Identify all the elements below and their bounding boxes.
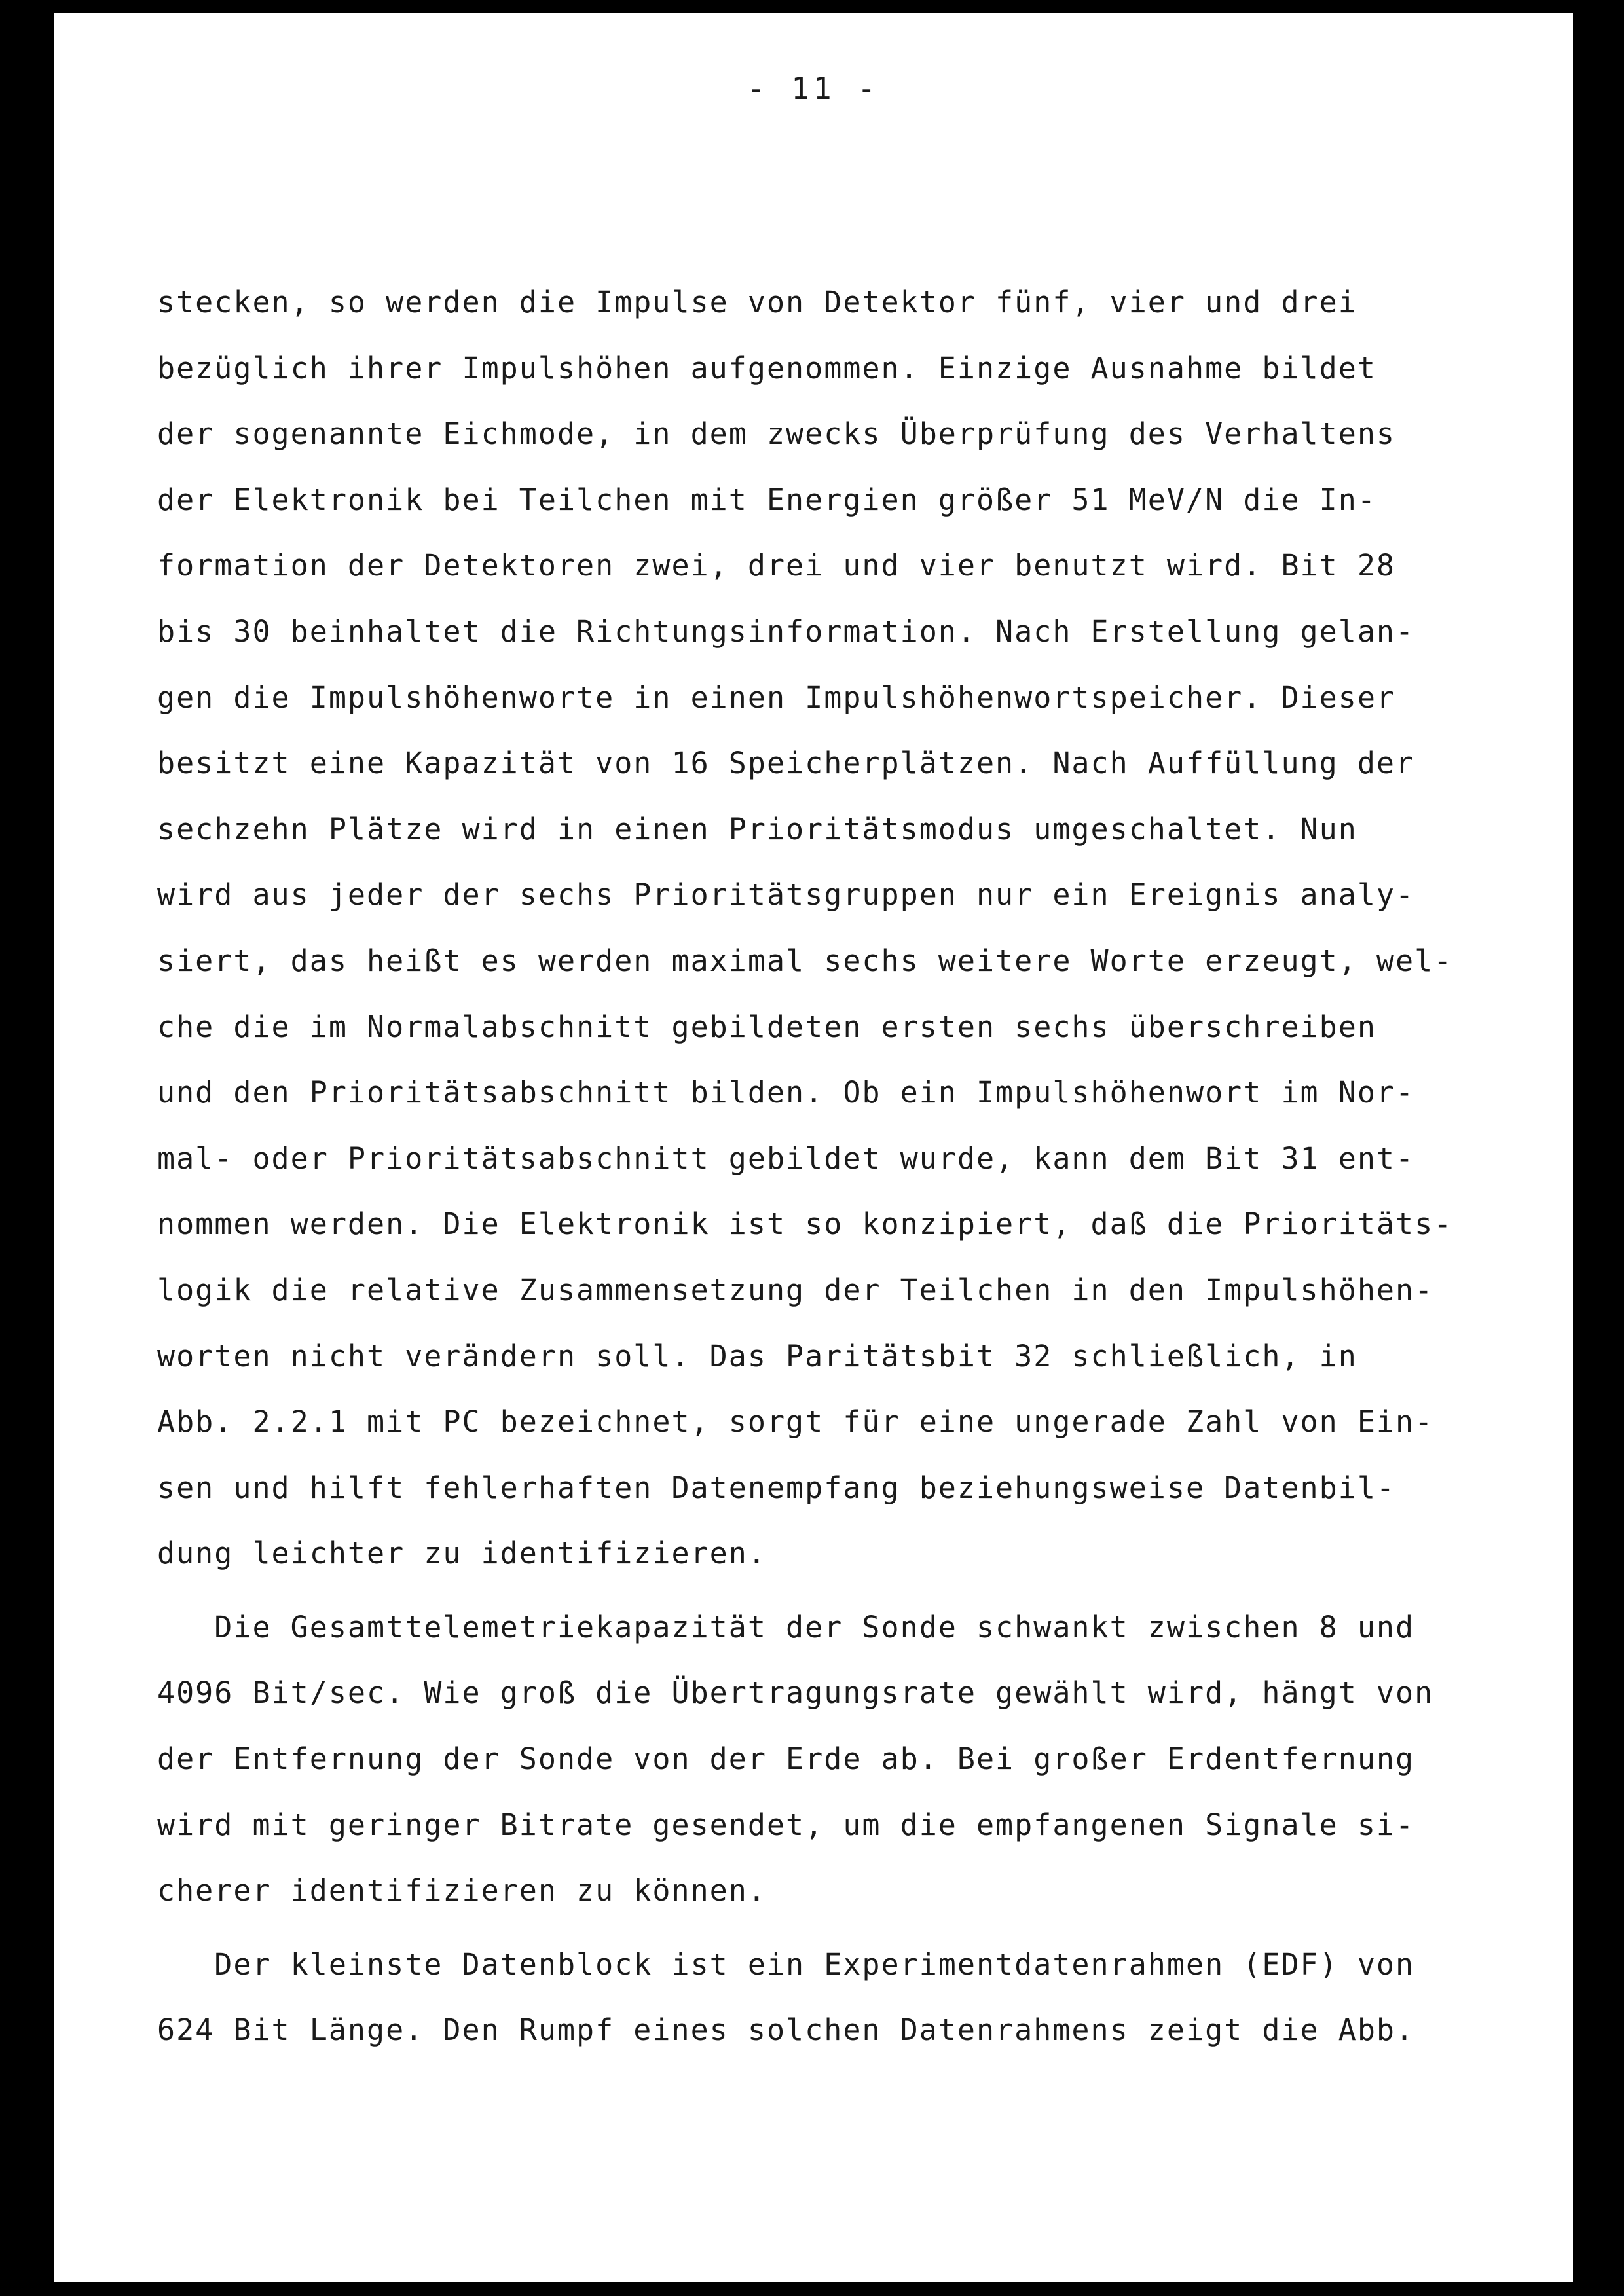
paragraph-spacing xyxy=(157,1587,1565,1595)
text-line: Der kleinste Datenblock ist ein Experimentdatenrahmen (EDF) von xyxy=(157,1946,1415,1982)
text-line: mal- oder Prioritätsabschnitt gebildet wurde, kann dem Bit 31 ent- xyxy=(157,1140,1415,1176)
paragraph-3 xyxy=(157,1932,1565,2064)
text-line: dung leichter zu identifizieren. xyxy=(157,1536,767,1571)
paragraph-spacing xyxy=(157,1924,1565,1932)
text-line: der Entfernung der Sonde von der Erde ab. Bei großer Erdentfernung xyxy=(157,1741,1415,1777)
text-line: wird mit geringer Bitrate gesendet, um die empfangenen Signale si- xyxy=(157,1807,1415,1842)
text-line: formation der Detektoren zwei, drei und vier benutzt wird. Bit 28 xyxy=(157,548,1395,583)
text-line: besitzt eine Kapazität von 16 Speicherplätzen. Nach Auffüllung der xyxy=(157,746,1415,781)
text-line: und den Prioritätsabschnitt bilden. Ob ein Impulshöhenwort im Nor- xyxy=(157,1075,1415,1110)
text-line: der sogenannte Eichmode, in dem zwecks Überprüfung des Verhaltens xyxy=(157,416,1395,452)
text-line: bezüglich ihrer Impulshöhen aufgenommen. Einzige Ausnahme bildet xyxy=(157,350,1376,386)
text-line: 624 Bit Länge. Den Rumpf eines solchen Datenrahmens zeigt die Abb. xyxy=(157,2013,1415,2048)
document-page xyxy=(54,13,1573,2282)
text-line: che die im Normalabschnitt gebildeten ersten sechs überschreiben xyxy=(157,1009,1376,1044)
text-line: sen und hilft fehlerhaften Datenempfang beziehungsweise Datenbil- xyxy=(157,1470,1395,1505)
text-line: der Elektronik bei Teilchen mit Energien größer 51 MeV/N die In- xyxy=(157,482,1376,517)
text-line: siert, das heißt es werden maximal sechs weitere Worte erzeugt, wel- xyxy=(157,943,1453,978)
text-line: 4096 Bit/sec. Wie groß die Übertragungsrate gewählt wird, hängt von xyxy=(157,1675,1434,1711)
text-line: Die Gesamttelemetriekapazität der Sonde schwankt zwischen 8 und xyxy=(157,1609,1415,1645)
text-line: worten nicht verändern soll. Das Paritätsbit 32 schließlich, in xyxy=(157,1338,1357,1374)
paragraph-2 xyxy=(157,1595,1565,1924)
page-number: - 11 - xyxy=(747,71,880,106)
text-line: cherer identifizieren zu können. xyxy=(157,1873,767,1908)
text-line: bis 30 beinhaltet die Richtungsinformation. Nach Erstellung gelan- xyxy=(157,613,1415,649)
text-line: gen die Impulshöhenworte in einen Impulshöhenwortspeicher. Dieser xyxy=(157,680,1395,715)
text-line: stecken, so werden die Impulse von Detektor fünf, vier und drei xyxy=(157,285,1357,319)
text-line: wird aus jeder der sechs Prioritätsgruppen nur ein Ereignis analy- xyxy=(157,877,1415,913)
paragraph-1 xyxy=(157,270,1565,1587)
text-line: logik die relative Zusammensetzung der Teilchen in den Impulshöhen- xyxy=(157,1272,1434,1307)
text-line: Abb. 2.2.1 mit PC bezeichnet, sorgt für eine ungerade Zahl von Ein- xyxy=(157,1404,1434,1440)
text-line: sechzehn Plätze wird in einen Prioritätsmodus umgeschaltet. Nun xyxy=(157,811,1357,847)
body-text xyxy=(157,270,1565,2064)
text-line: nommen werden. Die Elektronik ist so konzipiert, daß die Prioritäts- xyxy=(157,1207,1453,1242)
